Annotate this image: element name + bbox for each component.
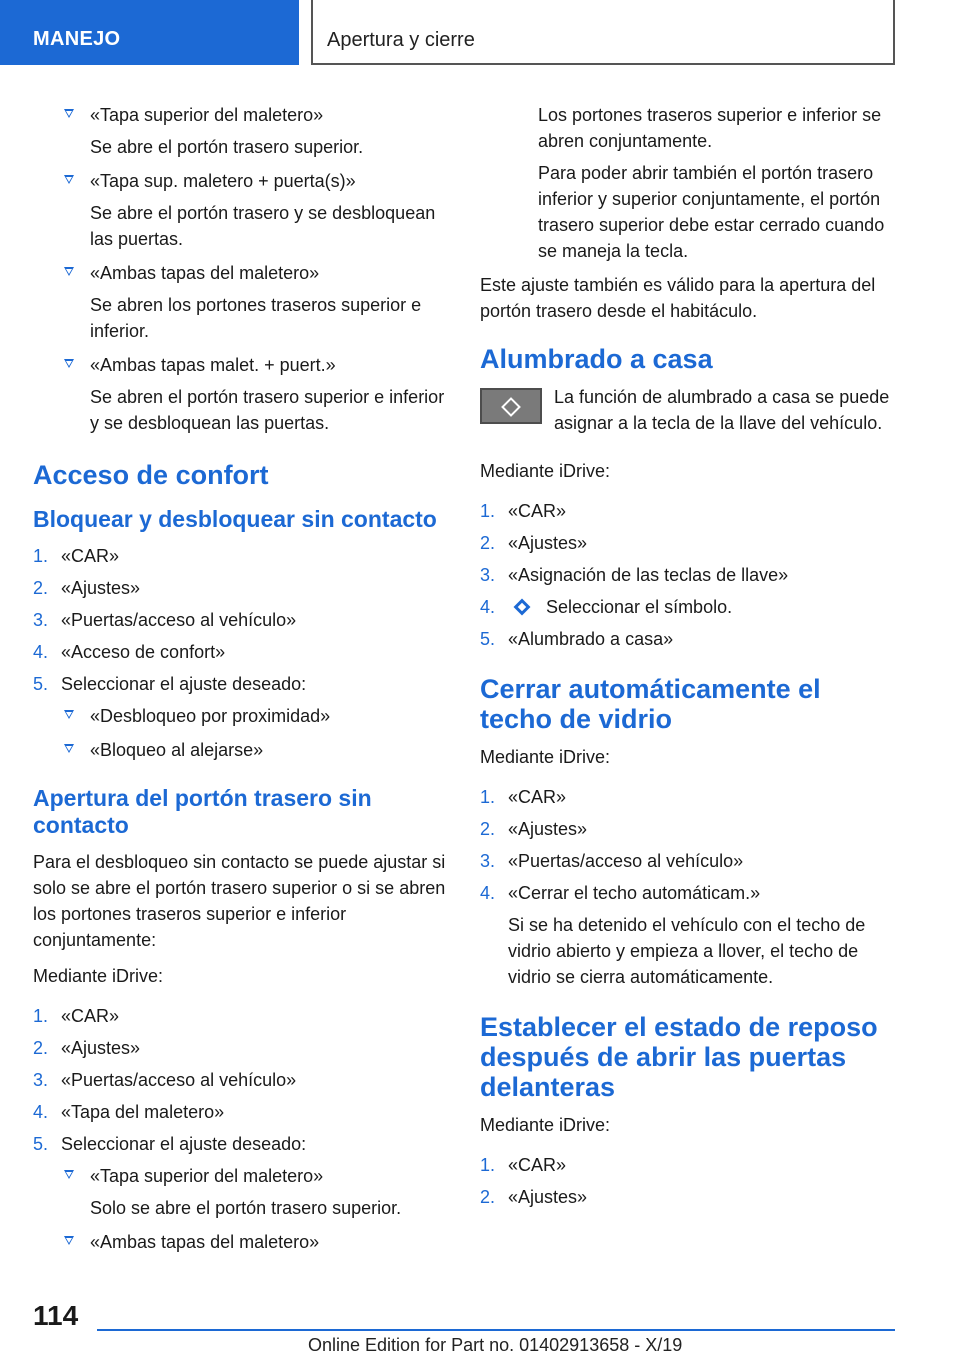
step-text: «CAR» bbox=[508, 1155, 567, 1175]
option-item bbox=[33, 1229, 451, 1255]
step-number: 5. bbox=[33, 1134, 49, 1154]
step-item bbox=[480, 498, 900, 524]
step-text: «Ajustes» bbox=[61, 1038, 141, 1058]
footer-divider bbox=[97, 1329, 895, 1331]
bullet-title: «Tapa sup. maletero + puerta(s)» bbox=[90, 171, 356, 191]
bullet-desc: Se abren el portón trasero superior e inferior y se desbloquean las puertas. bbox=[90, 387, 445, 433]
chapter-label: Apertura y cierre bbox=[327, 29, 475, 51]
step-item bbox=[33, 671, 451, 697]
step-number: 2. bbox=[480, 819, 496, 839]
step-text: Seleccionar el símbolo. bbox=[546, 597, 733, 617]
bullet-desc: Se abre el portón trasero y se desbloquean las puertas. bbox=[90, 203, 436, 249]
step-item bbox=[480, 530, 900, 556]
step-item bbox=[480, 594, 900, 620]
step-item bbox=[33, 1003, 451, 1029]
roof-via: Mediante iDrive: bbox=[480, 747, 611, 767]
step-text: «Ajustes» bbox=[508, 819, 588, 839]
section-label: MANEJO bbox=[33, 28, 121, 50]
step-item bbox=[480, 880, 900, 990]
bullet-title: «Ambas tapas del maletero» bbox=[90, 263, 320, 283]
triangle-bullet-icon bbox=[64, 710, 74, 719]
step-number: 1. bbox=[480, 501, 496, 521]
step-item bbox=[480, 848, 900, 874]
step-number: 1. bbox=[33, 1006, 49, 1026]
option-item bbox=[33, 703, 451, 729]
step-text: «CAR» bbox=[61, 546, 120, 566]
edition-text: Online Edition for Part no. 01402913658 - X/19 bbox=[308, 1335, 683, 1355]
right-column bbox=[480, 102, 900, 1216]
step-number: 3. bbox=[33, 610, 49, 630]
step-number: 4. bbox=[480, 883, 496, 903]
step-number: 3. bbox=[480, 851, 496, 871]
step-number: 2. bbox=[33, 1038, 49, 1058]
roof-heading: Cerrar automáticamente el techo de vidrio bbox=[480, 674, 821, 734]
bullet-title: «Ambas tapas malet. + puert.» bbox=[90, 355, 336, 375]
step-item bbox=[480, 626, 900, 652]
option-text: «Desbloqueo por proximidad» bbox=[90, 706, 331, 726]
bullet-item bbox=[33, 102, 451, 160]
step-item bbox=[33, 1035, 451, 1061]
step-item bbox=[480, 816, 900, 842]
step-text: «Asignación de las teclas de llave» bbox=[508, 565, 789, 585]
triangle-bullet-icon bbox=[64, 359, 74, 368]
step-item bbox=[33, 543, 451, 569]
home-intro-block bbox=[480, 384, 900, 446]
option-desc: Solo se abre el portón trasero superior. bbox=[90, 1198, 402, 1218]
triangle-bullet-icon bbox=[64, 744, 74, 753]
comfort-subheading: Bloquear y desbloquear sin contacto bbox=[33, 506, 437, 532]
step-number: 2. bbox=[33, 578, 49, 598]
key-button-icon bbox=[480, 388, 542, 424]
triangle-bullet-icon bbox=[64, 175, 74, 184]
diamond-symbol-icon bbox=[508, 599, 538, 617]
chapter-tab bbox=[311, 0, 895, 65]
option-text: «Tapa superior del maletero» bbox=[90, 1166, 324, 1186]
step-text: «Ajustes» bbox=[508, 533, 588, 553]
step-item bbox=[480, 1152, 900, 1178]
step-text: «CAR» bbox=[508, 787, 567, 807]
step-text: «Cerrar el techo automáticam.» bbox=[508, 883, 761, 903]
bullet-desc: Se abre el portón trasero superior. bbox=[90, 137, 364, 157]
bullet-title: «Tapa superior del maletero» bbox=[90, 105, 324, 125]
left-column bbox=[33, 102, 451, 1263]
home-intro: La función de alumbrado a casa se puede asignar a la tecla de la llave del vehículo. bbox=[554, 387, 890, 433]
continued-block bbox=[480, 102, 900, 264]
step-item bbox=[33, 1067, 451, 1093]
step-text: «Puertas/acceso al vehículo» bbox=[508, 851, 744, 871]
option-item bbox=[33, 1163, 451, 1221]
step-text: Seleccionar el ajuste deseado: bbox=[61, 1134, 307, 1154]
triangle-bullet-icon bbox=[64, 267, 74, 276]
option-text: «Bloqueo al alejarse» bbox=[90, 740, 264, 760]
step-text: «Alumbrado a casa» bbox=[508, 629, 674, 649]
step-number: 2. bbox=[480, 1187, 496, 1207]
step-item bbox=[33, 1099, 451, 1125]
step-number: 1. bbox=[33, 546, 49, 566]
note-text: Este ajuste también es válido para la apertura del portón trasero desde el habitáculo. bbox=[480, 275, 876, 321]
tailgate-via: Mediante iDrive: bbox=[33, 966, 164, 986]
step-text: «Ajustes» bbox=[508, 1187, 588, 1207]
bullet-item bbox=[33, 352, 451, 436]
triangle-bullet-icon bbox=[64, 1236, 74, 1245]
step-item bbox=[480, 562, 900, 588]
step-number: 2. bbox=[480, 533, 496, 553]
bullet-desc: Se abren los portones traseros superior e inferior. bbox=[90, 295, 422, 341]
page-number: 114 bbox=[33, 1300, 79, 1331]
bullet-item bbox=[33, 260, 451, 344]
home-via: Mediante iDrive: bbox=[480, 461, 611, 481]
option-text: «Ambas tapas del maletero» bbox=[90, 1232, 320, 1252]
triangle-bullet-icon bbox=[64, 1170, 74, 1179]
step-text: «Puertas/acceso al vehículo» bbox=[61, 610, 297, 630]
step-item bbox=[33, 639, 451, 665]
step-number: 1. bbox=[480, 1155, 496, 1175]
bullet-item bbox=[33, 168, 451, 252]
step-item bbox=[33, 1131, 451, 1157]
step-item bbox=[33, 575, 451, 601]
step-text: «Acceso de confort» bbox=[61, 642, 226, 662]
step-number: 1. bbox=[480, 787, 496, 807]
step-item bbox=[33, 607, 451, 633]
step-text: «Ajustes» bbox=[61, 578, 141, 598]
step-number: 4. bbox=[480, 597, 496, 617]
step-item bbox=[480, 1184, 900, 1210]
step-number: 5. bbox=[33, 674, 49, 694]
step-text: «CAR» bbox=[508, 501, 567, 521]
step-desc: Si se ha detenido el vehículo con el techo de vidrio abierto y empieza a llover, el techo de vidrio se cierra automáticamente. bbox=[508, 915, 866, 987]
step-number: 3. bbox=[480, 565, 496, 585]
continued-text: Los portones traseros superior e inferior se abren conjuntamente. bbox=[538, 105, 882, 151]
step-text: «Tapa del maletero» bbox=[61, 1102, 225, 1122]
step-number: 5. bbox=[480, 629, 496, 649]
triangle-bullet-icon bbox=[64, 109, 74, 118]
tailgate-intro: Para el desbloqueo sin contacto se puede ajustar si solo se abre el portón trasero superior o si se abren los portones traseros superior e inferior conjuntamente: bbox=[33, 852, 446, 950]
step-text: Seleccionar el ajuste deseado: bbox=[61, 674, 307, 694]
step-text: «Puertas/acceso al vehículo» bbox=[61, 1070, 297, 1090]
step-number: 3. bbox=[33, 1070, 49, 1090]
standby-via: Mediante iDrive: bbox=[480, 1115, 611, 1135]
diamond-symbol-icon bbox=[501, 397, 521, 417]
comfort-heading: Acceso de confort bbox=[33, 460, 269, 490]
continued-text: Para poder abrir también el portón trasero inferior y superior conjuntamente, el portón trasero superior debe estar cerrado cuando se maneja la tecla. bbox=[538, 163, 885, 261]
home-heading: Alumbrado a casa bbox=[480, 344, 713, 374]
section-tab bbox=[0, 0, 299, 65]
step-text: «CAR» bbox=[61, 1006, 120, 1026]
step-number: 4. bbox=[33, 642, 49, 662]
step-item bbox=[480, 784, 900, 810]
step-number: 4. bbox=[33, 1102, 49, 1122]
standby-heading: Establecer el estado de reposo después de abrir las puertas delanteras bbox=[480, 1012, 878, 1102]
tailgate-heading: Apertura del portón trasero sin contacto bbox=[33, 785, 372, 838]
option-item bbox=[33, 737, 451, 763]
